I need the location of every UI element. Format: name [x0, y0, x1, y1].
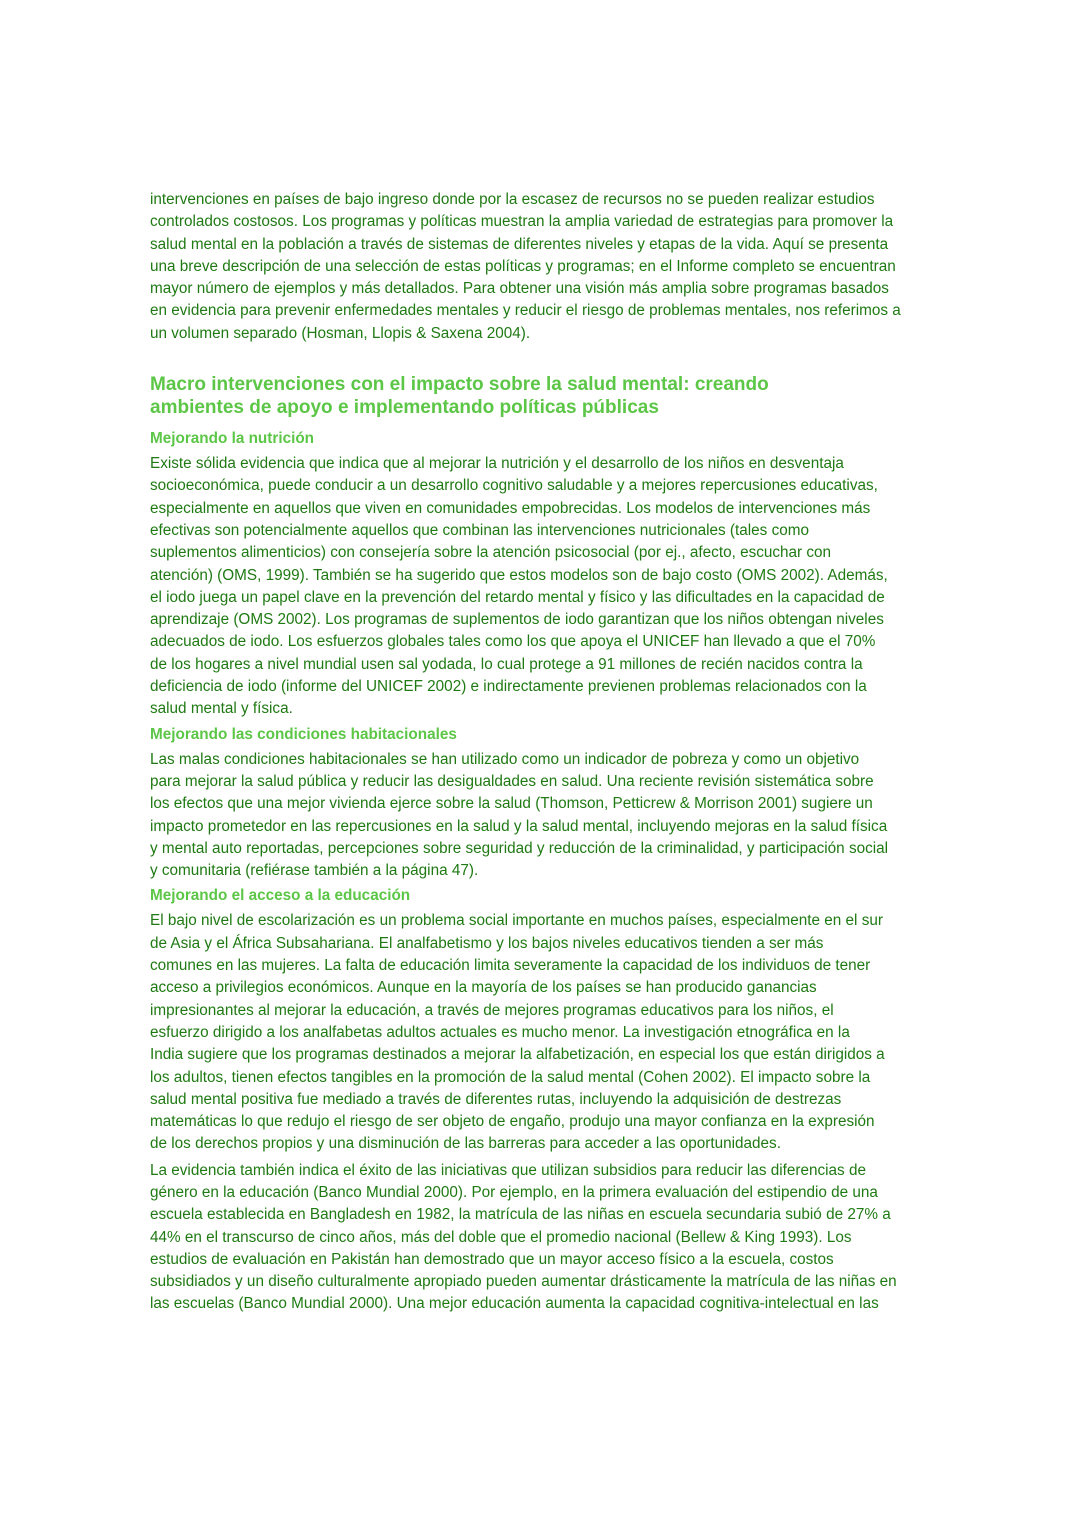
text-line: impresionantes al mejorar la educación, a través de mejores programas educativos para los niños, el — [150, 1001, 834, 1019]
subheading-nutrition: Mejorando la nutrición — [150, 430, 315, 448]
education-paragraph-2 — [150, 1160, 940, 1316]
nutrition-paragraph — [150, 453, 940, 721]
text-line: especialmente en aquellos que viven en comunidades empobrecidas. Los modelos de intervenciones más — [150, 499, 871, 517]
text-line: esfuerzo dirigido a los analfabetas adultos actuales es mucho menor. La investigación etnográfica en la — [150, 1023, 850, 1041]
intro-paragraph — [150, 189, 940, 345]
text-line: y mental auto reportadas, percepciones sobre seguridad y reducción de la criminalidad, y participación social — [150, 839, 889, 857]
text-line: los efectos que una mejor vivienda ejerce sobre la salud (Thomson, Petticrew & Morrison 2001) sugiere un — [150, 795, 873, 813]
text-line: atención) (OMS, 1999). También se ha sugerido que estos modelos son de bajo costo (OMS 2002). Además, — [150, 566, 888, 584]
text-line: Existe sólida evidencia que indica que al mejorar la nutrición y el desarrollo de los niños en desventaja — [150, 455, 844, 473]
text-line: suplementos alimenticios) con consejería sobre la atención psicosocial (por ej., afecto, escuchar con — [150, 544, 832, 562]
text-line: salud mental en la población a través de sistemas de diferentes niveles y etapas de la vida. Aquí se presenta — [150, 235, 889, 253]
housing-paragraph — [150, 749, 940, 883]
text-line: género en la educación (Banco Mundial 2000). Por ejemplo, en la primera evaluación del estipendio de una — [150, 1183, 878, 1201]
text-line: efectivas son potencialmente aquellos que combinan las intervenciones nutricionales (tales como — [150, 521, 809, 539]
text-line: La evidencia también indica el éxito de las iniciativas que utilizan subsidios para reducir las diferencias de — [150, 1161, 866, 1179]
text-line: para mejorar la salud pública y reducir las desigualdades en salud. Una reciente revisión sistemática sobre — [150, 772, 874, 790]
subheading-education: Mejorando el acceso a la educación — [150, 887, 411, 905]
text-line: intervenciones en países de bajo ingreso donde por la escasez de recursos no se pueden realizar estudios — [150, 191, 875, 208]
text-line: matemáticas lo que redujo el riesgo de ser objeto de engaño, produjo una mayor confianza en la expresión — [150, 1113, 875, 1131]
text-line: subsidiados y un diseño culturalmente apropiado pueden aumentar drásticamente la matrícula de las niñas en — [150, 1273, 897, 1291]
text-line: El bajo nivel de escolarización es un problema social importante en muchos países, especialmente en el sur — [150, 912, 883, 930]
text-line: deficiencia de iodo (informe del UNICEF 2002) e indirectamente previenen problemas relacionados con la — [150, 678, 867, 696]
education-paragraph-1 — [150, 910, 940, 1155]
text-line: una breve descripción de una selección de estas políticas y programas; en el Informe completo se encuentran — [150, 257, 896, 275]
text-line: las escuelas (Banco Mundial 2000). Una mejor educación aumenta la capacidad cognitiva-intelectual en las — [150, 1295, 879, 1313]
text-line: de los derechos propios y una disminución de las barreras para acceder a las oportunidades. — [150, 1135, 781, 1153]
text-line: un volumen separado (Hosman, Llopis & Saxena 2004). — [150, 324, 531, 342]
text-line: Las malas condiciones habitacionales se han utilizado como un indicador de pobreza y como un objetivo — [150, 750, 860, 768]
text-line: socioeconómica, puede conducir a un desarrollo cognitivo saludable y a mejores repercusiones educativas, — [150, 477, 878, 495]
text-line: el iodo juega un papel clave en la prevención del retardo mental y físico y las dificultades en la capacidad de — [150, 588, 885, 606]
section-title — [150, 373, 940, 419]
document-page — [150, 189, 940, 1316]
text-line: comunes en las mujeres. La falta de educación limita severamente la capacidad de los individuos de tener — [150, 957, 871, 975]
text-line: India sugiere que los programas destinados a mejorar la alfabetización, en especial los que están dirigidos a — [150, 1046, 885, 1064]
text-line: aprendizaje (OMS 2002). Los programas de suplementos de iodo garantizan que los niños obtengan niveles — [150, 611, 884, 629]
text-line: de los hogares a nivel mundial usen sal yodada, lo cual protege a 91 millones de recién nacidos contra la — [150, 655, 863, 673]
subheading-housing: Mejorando las condiciones habitacionales — [150, 725, 457, 743]
text-line: y comunitaria (refiérase también a la página 47). — [150, 862, 479, 880]
section-title-line: ambientes de apoyo e implementando políticas públicas — [150, 397, 659, 419]
text-line: adecuados de iodo. Los esfuerzos globales tales como los que apoya el UNICEF han llevado a que el 70% — [150, 633, 876, 651]
text-line: impacto prometedor en las repercusiones en la salud y la salud mental, incluyendo mejoras en la salud física — [150, 817, 888, 835]
text-line: 44% en el transcurso de cinco años, más del doble que el promedio nacional (Bellew & King 1993). Los — [150, 1228, 852, 1246]
text-line: mayor número de ejemplos y más detallados. Para obtener una visión más amplia sobre programas basados — [150, 280, 889, 298]
section-title-line: Macro intervenciones con el impacto sobre la salud mental: creando — [150, 374, 769, 396]
text-line: salud mental positiva fue mediado a través de diferentes rutas, incluyendo la adquisición de destrezas — [150, 1090, 842, 1108]
text-line: en evidencia para prevenir enfermedades mentales y reducir el riesgo de problemas mentales, nos referimos a — [150, 302, 901, 320]
text-line: acceso a privilegios económicos. Aunque en la mayoría de los países se han producido ganancias — [150, 979, 817, 997]
text-line: los adultos, tienen efectos tangibles en la promoción de la salud mental (Cohen 2002). El impacto sobre la — [150, 1068, 871, 1086]
text-line: estudios de evaluación en Pakistán han demostrado que un mayor acceso físico a la escuela, costos — [150, 1250, 834, 1268]
text-line: salud mental y física. — [150, 700, 293, 718]
text-line: escuela establecida en Bangladesh en 1982, la matrícula de las niñas en escuela secundaria subió de 27% a — [150, 1206, 891, 1224]
text-line: controlados costosos. Los programas y políticas muestran la amplia variedad de estrategias para promover la — [150, 213, 894, 231]
text-line: de Asia y el África Subsahariana. El analfabetismo y los bajos niveles educativos tienden a ser más — [150, 934, 824, 952]
